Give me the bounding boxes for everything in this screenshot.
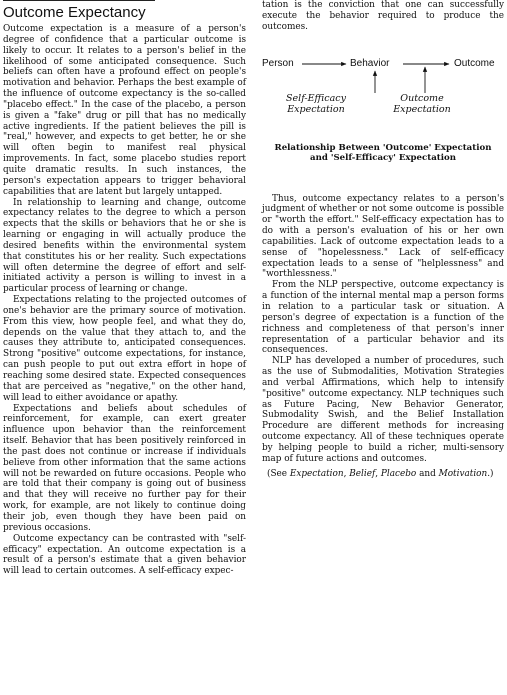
see-also-prefix: (See — [267, 468, 290, 479]
see-also-motivation: Motivation — [438, 468, 488, 479]
caption-line-2: and 'Self-Efficacy' Expectation — [310, 153, 456, 164]
paragraph-7: From the NLP perspective, outcome expectancy is a function of the internal mental map a person forms in relation to a particular task or situation. A person's degree of expectation is a function of the richness and completeness of that person's inner representation of a particular behavior and its consequences. — [262, 280, 504, 356]
spacer — [262, 164, 504, 194]
caption-line-1: Relationship Between 'Outcome' Expectation — [274, 142, 492, 153]
diagram-person: Person — [262, 57, 294, 69]
diagram-caption — [262, 143, 504, 164]
right-column — [262, 0, 504, 479]
diagram-outcome-exp-line2: Expectation — [393, 103, 451, 115]
paragraph-5: Outcome expectancy can be contrasted with "self-efficacy" expectation. An outcome expectation is a result of a person's estimate that a given behavior will lead to certain outcomes. A self-efficacy expec- — [3, 533, 246, 577]
diagram-self-efficacy-expectation — [271, 93, 361, 115]
diagram-self-efficacy-line1: Self-Efficacy — [286, 92, 346, 104]
see-also — [262, 469, 504, 480]
article-title: Outcome Expectancy — [3, 4, 146, 21]
diagram-behavior: Behavior — [350, 57, 390, 69]
paragraph-2: In relationship to learning and change, outcome expectancy relates to the degree to which a person expects that the skills or behaviors that he or she is learning or engaging in will actually produce the desired benefits within the environmental system that constitutes his or her reality. Such expectations will often determine the degree of effort and self-initiated activity a person is willing to invest in a particular process of learning or change. — [3, 197, 246, 295]
see-also-suffix: .) — [487, 468, 494, 479]
see-also-belief: Belief — [349, 468, 376, 479]
expectation-diagram — [262, 53, 504, 133]
paragraph-3: Expectations relating to the projected outcomes of one's behavior are the primary source of motivation. From this view, how people feel, and what they do, depends on the value that they attach to, and the causes they attribute to, anticipated consequences. Strong "positive" outcome expectations, for instance, can push people to put out extra effort in hope of reaching some desired state. Expected consequences that are perceived as "negative," on the other hand, will lead to either avoidance or apathy. — [3, 295, 246, 403]
see-also-sep: and — [416, 468, 439, 479]
see-also-sep: , — [343, 468, 350, 479]
paragraph-1: Outcome expectation is a measure of a person's degree of confidence that a particular outcome is likely to occur. It relates to a person's belief in the likelihood of some anticipated consequence. Such beliefs can often have a profound effect on people's motivation and behavior. Perhaps the best example of the influence of outcome expectancy is the so-called "placebo effect." In the case of the placebo, a person is given a "fake" drug or pill that has no medically active ingredients. If the patient believes the pill is "real," however, and expects to get better, he or she will often begin to manifest real physical improvements. In fact, some placebo studies report quite dramatic results. In such instances, the person's expectation appears to trigger behavioral capabilities that are latent but largely untapped. — [3, 24, 246, 197]
see-also-expectation: Expectation — [289, 468, 344, 479]
paragraph-4: Expectations and beliefs about schedules of reinforcement, for example, can exert greater influence upon behavior than the reinforcement itself. Behavior that has been positively reinforced in the past does not continue or increase if individuals believe from other information that the same actions will not be rewarded on future occasions. People who are told that their company is going out of business and that they will receive no further pay for their work, for example, are not likely to continue doing their job, even though they have been paid on previous occasions. — [3, 403, 246, 533]
diagram-self-efficacy-line2: Expectation — [287, 103, 345, 115]
paragraph-continued: tation is the conviction that one can successfully execute the behavior required to produce the outcomes. — [262, 0, 504, 32]
paragraph-8: NLP has developed a number of procedures, such as the use of Submodalities, Motivation Strategies and verbal Affirmations, which help to intensify "positive" outcome expectancy. NLP techniques such as Future Pacing, New Behavior Generator, Submodality Swish, and the Belief Installation Procedure are different methods for increasing outcome expectancy. All of these techniques operate by helping people to build a richer, multi-sensory map of future actions and outcomes. — [262, 356, 504, 464]
diagram-outcome-exp-line1: Outcome — [400, 92, 444, 104]
diagram-outcome-expectation — [377, 93, 467, 115]
left-column — [3, 0, 246, 577]
see-also-sep: , — [375, 468, 381, 479]
paragraph-6: Thus, outcome expectancy relates to a person's judgment of whether or not some outcome is possible or "worth the effort." Self-efficacy expectation has to do with a person's evaluation of his or her own capabilities. Lack of outcome expectation leads to a sense of "hopelessness." Lack of self-efficacy expectation leads to a sense of "helplessness" and "worthlessness." — [262, 193, 504, 280]
diagram-outcome: Outcome — [454, 57, 495, 69]
see-also-placebo: Placebo — [380, 468, 417, 479]
